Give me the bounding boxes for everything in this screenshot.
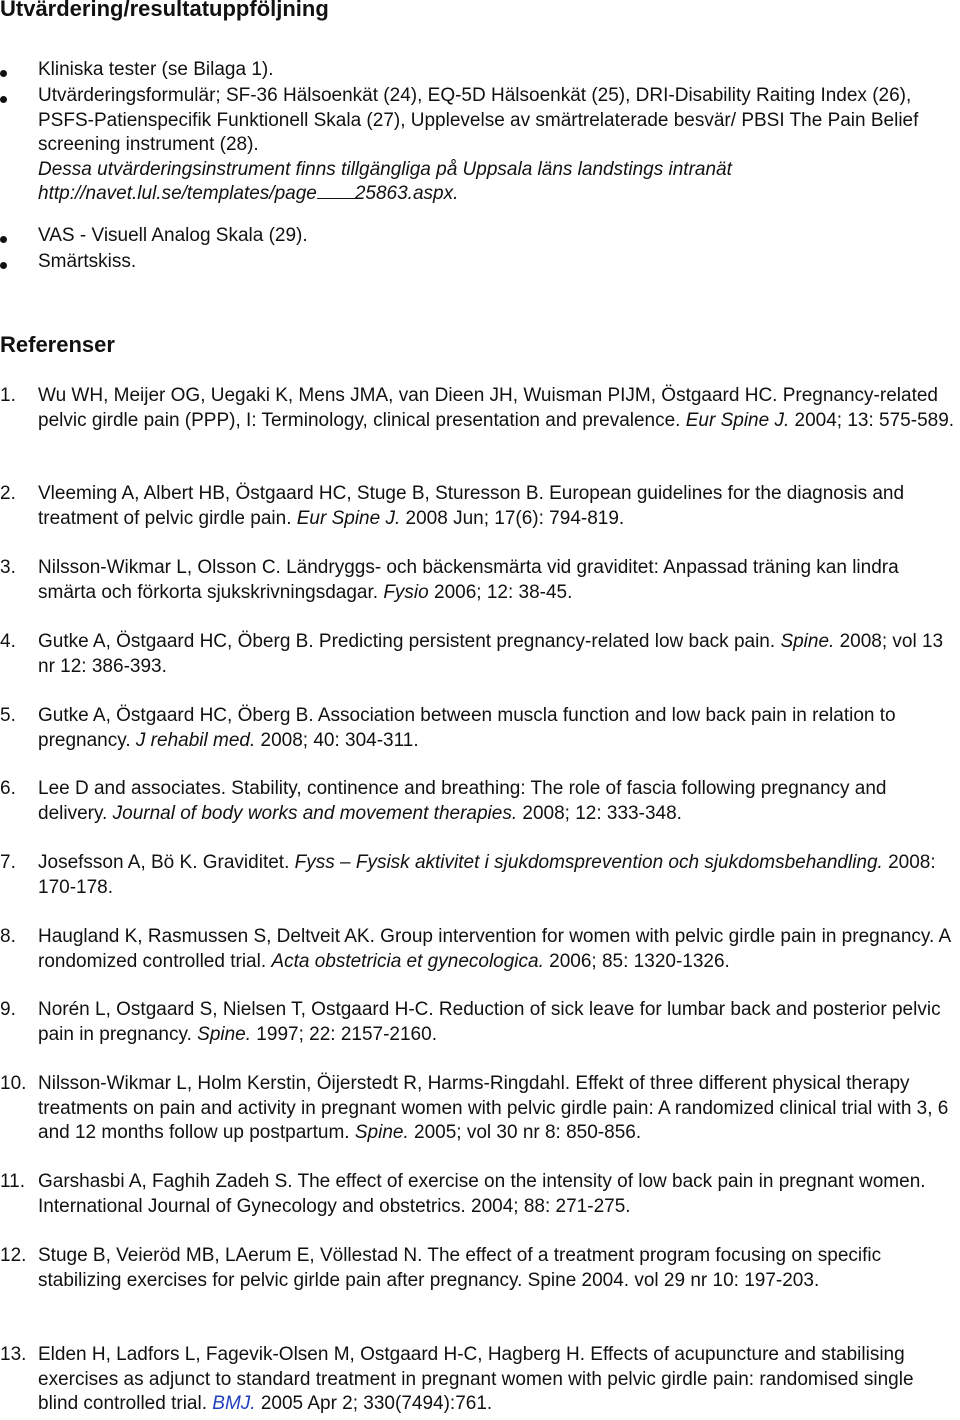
- bullet-item: Kliniska tester (se Bilaga 1).: [38, 59, 274, 80]
- bullet-italic-text: Dessa utvärderingsinstrument finns tillgängliga på Uppsala läns landstings intranät http://navet.lul.se/templates/page: [38, 158, 732, 204]
- reference-number: 13.: [0, 1344, 27, 1365]
- reference-segment: 2008; 12: 333-348.: [517, 802, 682, 824]
- reference-segment: 2008; vol 13 nr 12: 386-393.: [38, 631, 944, 677]
- reference-segment: Norén L, Ostgaard S, Nielsen T, Ostgaard H-C. Reduction of sick leave for lumbar back and posterior pelvic pain in pregnancy.: [38, 999, 941, 1045]
- reference-number: 10.: [0, 1073, 27, 1094]
- reference-segment: Haugland K, Rasmussen S, Deltveit AK. Group intervention for women with pelvic girdle pain in pregnancy. A rondomized controlled trial.: [38, 926, 951, 972]
- reference-text: [38, 704, 958, 753]
- section-heading-evaluation: Utvärdering/resultatuppföljning: [0, 0, 329, 21]
- reference-segment: Vleeming A, Albert HB, Östgaard HC, Stuge B, Sturesson B. European guidelines for the diagnosis and treatment of pelvic girdle pain.: [38, 483, 905, 529]
- bullet-item: Smärtskiss.: [38, 251, 137, 272]
- reference-segment: Nilsson-Wikmar L, Holm Kerstin, Öijerstedt R, Harms-Ringdahl. Effekt of three different physical therapy treatments on pain and activity in pregnant women with pelvic girdle pain: A randomized clinical trial with 3, 6 and 12 months follow up postpartum.: [38, 1073, 949, 1143]
- reference-item: [0, 704, 958, 753]
- reference-segment: Lee D and associates. Stability, continence and breathing: The role of fascia following pregnancy and delivery.: [38, 778, 887, 824]
- reference-item: [0, 851, 958, 900]
- bullet-item: VAS - Visuell Analog Skala (29).: [38, 225, 308, 246]
- reference-item: [0, 630, 958, 679]
- reference-item: [0, 1244, 958, 1293]
- reference-number: 1.: [0, 385, 16, 406]
- reference-segment: 2005; vol 30 nr 8: 850-856.: [408, 1122, 642, 1143]
- bullet-item: [38, 84, 958, 207]
- reference-item: [0, 1072, 958, 1146]
- reference-text: [38, 925, 958, 974]
- reference-text: [38, 777, 958, 826]
- reference-item: [0, 556, 958, 605]
- reference-text: [38, 1072, 958, 1146]
- underscore-blank: [317, 183, 355, 199]
- journal-title: Acta obstetricia et gynecologica.: [271, 950, 544, 972]
- reference-number: 6.: [0, 778, 16, 799]
- reference-text: [38, 1343, 958, 1417]
- bullet-italic-text: 25863.aspx.: [354, 183, 459, 204]
- journal-link[interactable]: BMJ.: [212, 1393, 256, 1414]
- bullet-dot: [0, 96, 7, 103]
- journal-title: Eur Spine J.: [296, 507, 401, 529]
- section-heading-references: Referenser: [0, 332, 115, 357]
- reference-item: [0, 777, 958, 826]
- reference-segment: Elden H, Ladfors L, Fagevik-Olsen M, Ostgaard H-C, Hagberg H. Effects of acupuncture and stabilising exercises as adjunct to standard treatment in pregnant women with pelvic girdle pain: randomised single blind controlled trial.: [38, 1344, 914, 1414]
- journal-title: Spine.: [354, 1122, 409, 1143]
- reference-segment: Nilsson-Wikmar L, Olsson C. Ländryggs- och bäckensmärta vid graviditet: Anpassad träning kan lindra smärta och förkorta sjukskrivningsdagar.: [38, 557, 899, 603]
- journal-title: Journal of body works and movement therapies.: [112, 802, 518, 824]
- journal-title: Spine.: [780, 631, 835, 652]
- reference-number: 2.: [0, 483, 16, 504]
- reference-text: [38, 1244, 958, 1293]
- reference-item: [0, 925, 958, 974]
- reference-segment: 2008 Jun; 17(6): 794-819.: [400, 507, 625, 529]
- bullet-dot: [0, 70, 7, 77]
- reference-segment: 2005 Apr 2; 330(7494):761.: [255, 1393, 493, 1414]
- reference-segment: Garshasbi A, Faghih Zadeh S. The effect of exercise on the intensity of low back pain in pregnant women. International Journal of Gynecology and obstetrics. 2004; 88: 271-275.: [38, 1171, 926, 1217]
- journal-title: Fyss – Fysisk aktivitet i sjukdomsprevention och sjukdomsbehandling.: [294, 852, 883, 873]
- reference-number: 3.: [0, 557, 16, 578]
- reference-item: [0, 1343, 958, 1417]
- bullet-dot: [0, 236, 7, 243]
- reference-text: [38, 482, 958, 531]
- journal-title: Spine.: [197, 1023, 252, 1045]
- reference-item: [0, 1170, 958, 1219]
- bullet-dot: [0, 262, 7, 269]
- reference-segment: Josefsson A, Bö K. Graviditet.: [38, 852, 295, 873]
- reference-number: 11.: [0, 1171, 26, 1192]
- journal-title: Eur Spine J.: [685, 409, 790, 431]
- reference-number: 7.: [0, 852, 16, 873]
- reference-segment: Gutke A, Östgaard HC, Öberg B. Predicting persistent pregnancy-related low back pain.: [38, 631, 781, 652]
- reference-item: [0, 384, 958, 433]
- reference-segment: 2008; 40: 304-311.: [255, 729, 419, 751]
- reference-segment: Stuge B, Veieröd MB, LAerum E, Völlestad N. The effect of a treatment program focusing on specific stabilizing exercises for pelvic girlde pain after pregnancy. Spine 2004. vol 29 nr 10: 197-203.: [38, 1245, 882, 1291]
- reference-text: [38, 1170, 958, 1219]
- reference-item: [0, 482, 958, 531]
- reference-number: 12.: [0, 1245, 27, 1266]
- reference-segment: 2006; 85: 1320-1326.: [543, 950, 730, 972]
- reference-segment: 1997; 22: 2157-2160.: [251, 1023, 437, 1045]
- journal-title: Fysio: [383, 581, 429, 603]
- reference-number: 5.: [0, 705, 16, 726]
- reference-text: [38, 556, 958, 605]
- reference-segment: 2004; 13: 575-589.: [789, 409, 955, 431]
- reference-segment: 2006; 12: 38-45.: [428, 581, 573, 603]
- reference-text: [38, 851, 958, 900]
- reference-item: [0, 998, 958, 1047]
- reference-number: 9.: [0, 999, 16, 1020]
- reference-segment: 2008: 170-178.: [38, 852, 936, 898]
- journal-title: J rehabil med.: [135, 729, 256, 751]
- reference-number: 8.: [0, 926, 16, 947]
- reference-text: [38, 630, 958, 679]
- reference-text: [38, 384, 958, 433]
- bullet-text: Utvärderingsformulär; SF-36 Hälsoenkät (24), EQ-5D Hälsoenkät (25), DRI-Disability Raiting Index (26), PSFS-Patienspecifik Funktionell Skala (27), Upplevelse av smärtrelaterade besvär/ PBSI The Pain Belief screening instrument (28).: [38, 85, 919, 155]
- reference-segment: Wu WH, Meijer OG, Uegaki K, Mens JMA, van Dieen JH, Wuisman PIJM, Östgaard HC. Pregnancy-related pelvic girdle pain (PPP), I: Terminology, clinical presentation and prevalence.: [38, 385, 938, 431]
- reference-segment: Gutke A, Östgaard HC, Öberg B. Association between muscla function and low back pain in relation to pregnancy.: [38, 705, 896, 751]
- reference-number: 4.: [0, 631, 16, 652]
- reference-text: [38, 998, 958, 1047]
